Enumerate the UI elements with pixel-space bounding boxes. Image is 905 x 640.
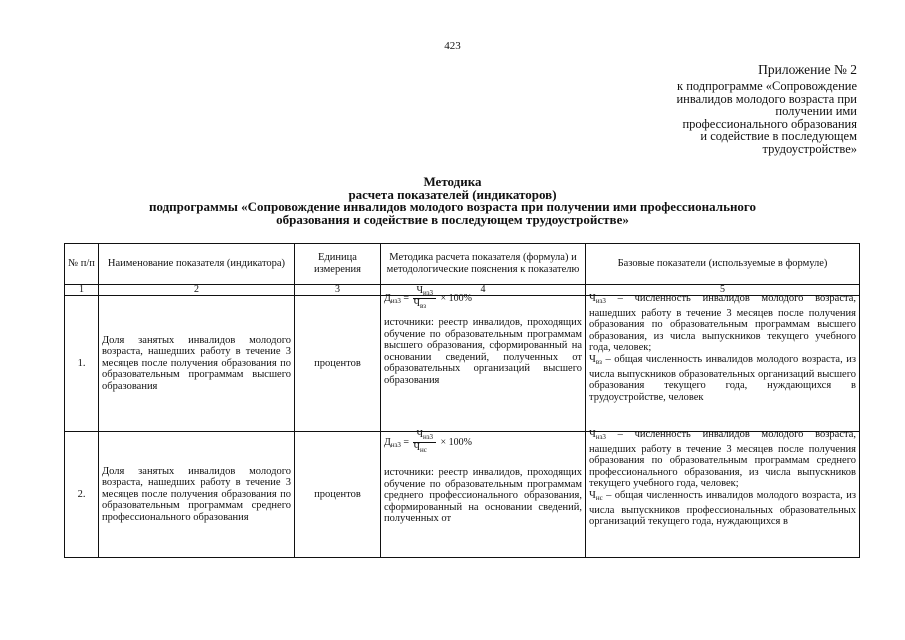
appendix-line: и содействие в последующем — [700, 129, 857, 143]
appendix-header — [597, 62, 857, 155]
title-line: расчета показателей (индикаторов) — [348, 186, 557, 202]
title-line: подпрограммы «Сопровождение инвалидов молодого возраста при получении ими профессионального — [148, 199, 757, 214]
method-text: источники: реестр инвалидов, проходящих обучение по образовательным программам высшего образования, сформированный на основании сведений, полученных от образовательных организаций высшего образования — [384, 317, 582, 386]
header-base-indicators: Базовые показатели (используемые в формуле) — [586, 244, 860, 285]
page-number: 423 — [444, 40, 461, 52]
table-row — [65, 296, 860, 432]
appendix-line: к подпрограмме «Сопровождение — [677, 79, 857, 93]
method-cell — [381, 429, 586, 558]
header-indicator-name: Наименование показателя (индикатора) — [99, 244, 295, 285]
row-number: 1. — [65, 296, 99, 432]
column-number: 4 — [381, 285, 586, 296]
title-line: образования и содействие в последующем трудоустройстве» — [276, 211, 629, 227]
base-indicator: $Ч_{из3}$ – численность инвалидов молодого возраста, нашедших работу в течение 3 месяцев после получения образования по образовательным программам высшего образования, из числа выпускников текущего учебного года, человек; — [589, 293, 856, 354]
base-indicators-cell — [586, 429, 860, 558]
unit-cell: процентов — [295, 432, 381, 558]
base-indicator: $Ч_{нз3}$ – численность инвалидов молодого возраста, нашедших работу в течение 3 месяцев после получения образования по образовательным программам среднего профессионального образования, из числа выпускников текущего учебного года, человек; — [589, 429, 856, 490]
appendix-line: инвалидов молодого возраста при — [676, 91, 857, 106]
document-title — [0, 176, 905, 226]
appendix-title: Приложение № 2 — [758, 62, 857, 77]
table-header-row — [65, 244, 860, 285]
table-row — [65, 432, 860, 558]
row-number: 2. — [65, 432, 99, 558]
header-number: № п/п — [65, 244, 99, 285]
formula: $Д_{нз3}$ = $\frac{Ч_{нз3}}{Ч_{нс}}$ × 100% — [384, 429, 472, 454]
column-number: 5 — [586, 285, 860, 296]
base-indicator: $Ч_{нс}$ – общая численность инвалидов молодого возраста, из числа выпускников профессиональных образовательных организаций текущего года, нуждающихся в — [589, 489, 856, 528]
column-number: 1 — [65, 285, 99, 296]
indicator-name: Доля занятых инвалидов молодого возраста, нашедших работу в течение 3 месяцев после получения образования по образовательным программам высшего образования — [99, 296, 295, 432]
appendix-line: получении ими — [775, 104, 857, 118]
base-indicators-cell — [586, 293, 860, 432]
title-line: Методика — [423, 174, 482, 189]
indicators-table — [64, 243, 860, 558]
appendix-line: профессионального образования — [682, 116, 857, 131]
column-number: 3 — [295, 285, 381, 296]
header-unit: Единица измерения — [295, 244, 381, 285]
method-text: источники: реестр инвалидов, проходящих обучение по образовательным программам среднего профессионального образования, сформированный на основании сведений, полученных от — [384, 467, 582, 525]
header-method: Методика расчета показателя (формула) и методологические пояснения к показателю — [381, 244, 586, 285]
indicator-name: Доля занятых инвалидов молодого возраста, нашедших работу в течение 3 месяцев после получения образования по образовательным программам среднего профессионального образования — [99, 432, 295, 558]
unit-cell: процентов — [295, 296, 381, 432]
column-number: 2 — [99, 285, 295, 296]
appendix-line: трудоустройстве» — [762, 141, 857, 156]
method-cell — [381, 285, 586, 432]
formula: $Д_{из3}$ = $\frac{Ч_{из3}}{Ч_{вз}}$ × 100% — [384, 285, 472, 310]
base-indicator: $Ч_{вз}$ – общая численность инвалидов молодого возраста, из числа выпускников образовательных организаций высшего образования текущего года, нуждающихся в трудоустройстве, человек — [589, 353, 856, 403]
